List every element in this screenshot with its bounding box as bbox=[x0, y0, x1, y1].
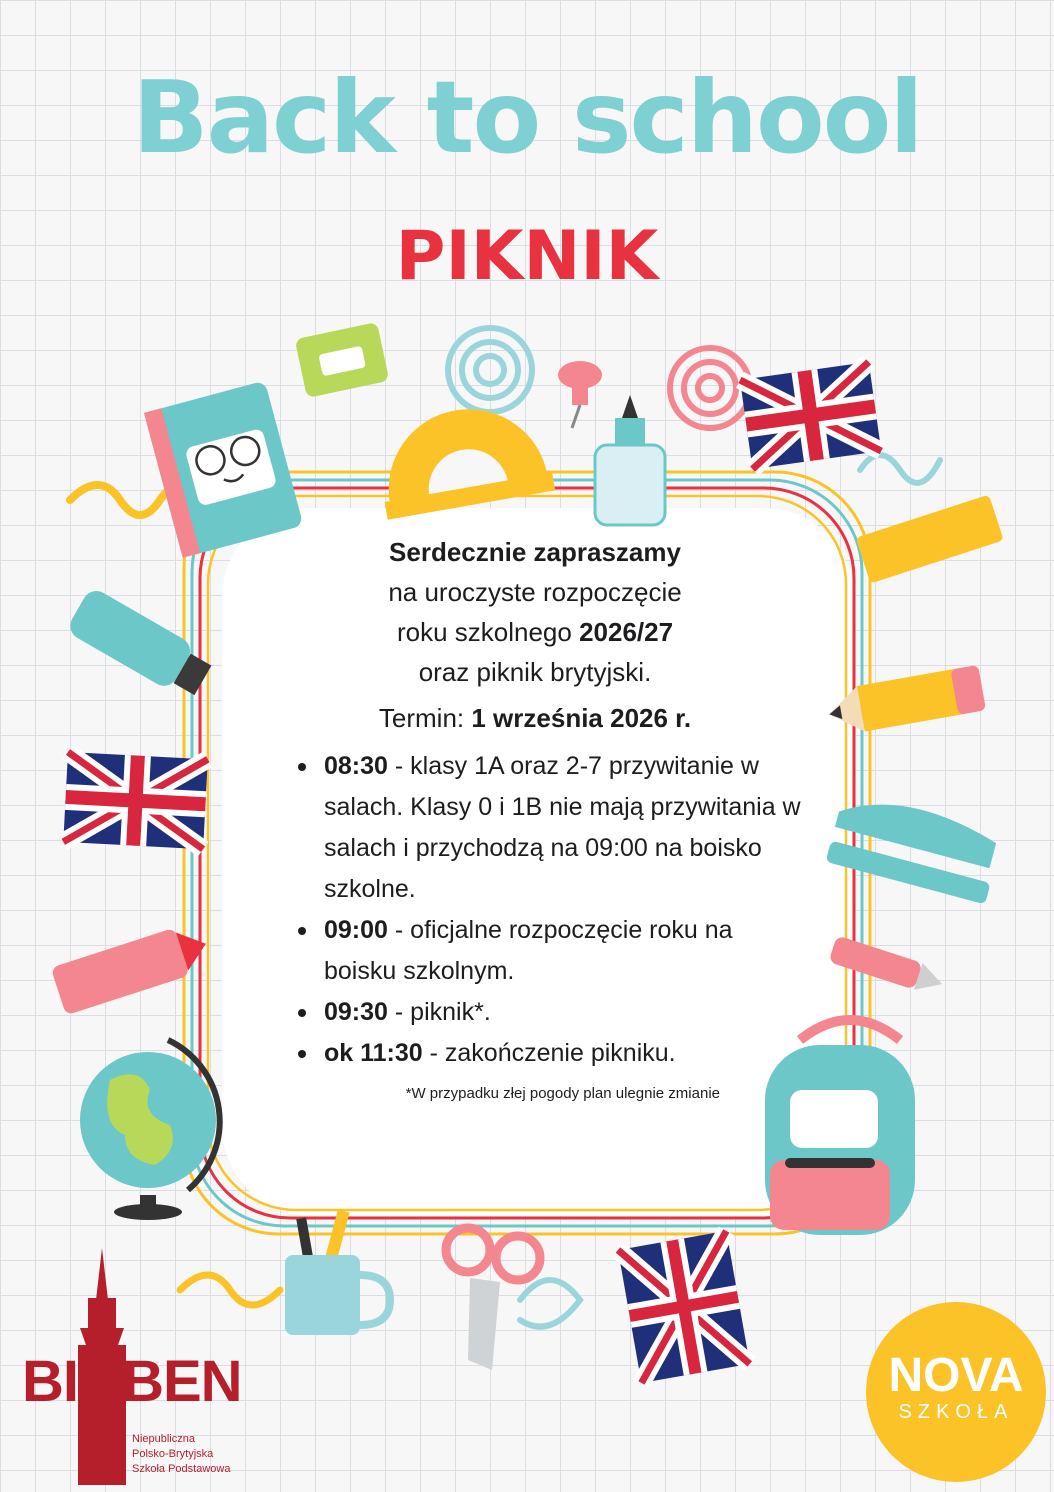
push-pin-icon bbox=[558, 361, 602, 428]
globe-icon bbox=[80, 1040, 220, 1220]
school-year: 2026/27 bbox=[579, 617, 674, 647]
squiggle-blue-icon bbox=[860, 455, 940, 483]
schedule-text: - piknik*. bbox=[387, 998, 491, 1026]
event-date bbox=[240, 698, 830, 738]
bigben-sub-line: Szkoła Podstawowa bbox=[132, 1463, 231, 1475]
schedule-time: ok 11:30 bbox=[324, 1039, 423, 1067]
bullet-icon bbox=[298, 1009, 306, 1017]
bullet-icon bbox=[298, 1050, 306, 1058]
invitation-heading: Serdecznie zapraszamy bbox=[389, 537, 681, 567]
sharpener-icon bbox=[295, 322, 390, 398]
schedule-item bbox=[324, 746, 804, 910]
year-prefix: roku szkolnego bbox=[396, 617, 580, 647]
bigben-sub-line: Niepubliczna bbox=[132, 1433, 195, 1445]
invitation-line: oraz piknik brytyjski. bbox=[418, 657, 652, 687]
bullet-icon bbox=[298, 763, 306, 771]
term-label: Termin: bbox=[378, 703, 472, 733]
stapler-icon bbox=[826, 789, 1005, 904]
spiral-teal-icon bbox=[448, 328, 532, 412]
invitation-line: na uroczyste rozpoczęcie bbox=[388, 577, 682, 607]
ruler-icon bbox=[856, 495, 1004, 584]
weather-note: *W przypadku złej pogody plan ulegnie zmianie bbox=[405, 1085, 720, 1102]
schedule-time: 08:30 bbox=[324, 752, 388, 780]
schedule-text: - oficjalne rozpoczęcie roku na boisku szkolnym. bbox=[324, 916, 733, 985]
squiggle-yellow-bottom-icon bbox=[180, 1275, 280, 1305]
bullet-icon bbox=[298, 927, 306, 935]
nova-logo bbox=[866, 1302, 1046, 1482]
schedule-time: 09:00 bbox=[324, 916, 388, 944]
schedule-text: - klasy 1A oraz 2-7 przywitanie w salach. Klasy 0 i 1B nie mają przywitania w salach i przychodzą na 09:00 na boisko szkolne. bbox=[324, 752, 801, 903]
scissors-icon bbox=[446, 1228, 540, 1370]
squiggle-blue-bottom-icon bbox=[520, 1280, 580, 1327]
schedule-item bbox=[324, 992, 804, 1033]
term-date: 1 września 2026 r. bbox=[471, 703, 692, 733]
schedule-time: 09:30 bbox=[324, 998, 388, 1026]
pencil-icon bbox=[825, 665, 986, 737]
schedule-text: - zakończenie pikniku. bbox=[422, 1039, 676, 1067]
uk-flag-bottom-icon bbox=[618, 1231, 750, 1383]
invitation-year-line bbox=[240, 612, 830, 652]
poster-title: Back to school bbox=[132, 59, 922, 176]
schedule-item bbox=[324, 1033, 804, 1074]
poster-subtitle: PIKNIK bbox=[395, 217, 659, 296]
uk-flag-left-icon bbox=[63, 752, 208, 849]
bigben-logo: BIGBEN bbox=[22, 1349, 242, 1414]
pen-cup-icon bbox=[285, 1209, 390, 1335]
nova-logo-title: NOVA bbox=[888, 1349, 1024, 1402]
schedule-item bbox=[324, 910, 804, 992]
invitation-text bbox=[240, 532, 830, 1106]
uk-flag-icon bbox=[740, 362, 881, 469]
protractor-icon bbox=[371, 396, 555, 520]
glue-icon bbox=[595, 395, 665, 525]
nova-logo-subtitle: SZKOŁA bbox=[898, 1401, 1014, 1423]
bigben-logo-subtitle bbox=[132, 1432, 230, 1477]
schedule-list bbox=[240, 746, 804, 1074]
bigben-sub-line: Polsko-Brytyjska bbox=[132, 1448, 214, 1460]
crayon-icon bbox=[51, 920, 214, 1015]
